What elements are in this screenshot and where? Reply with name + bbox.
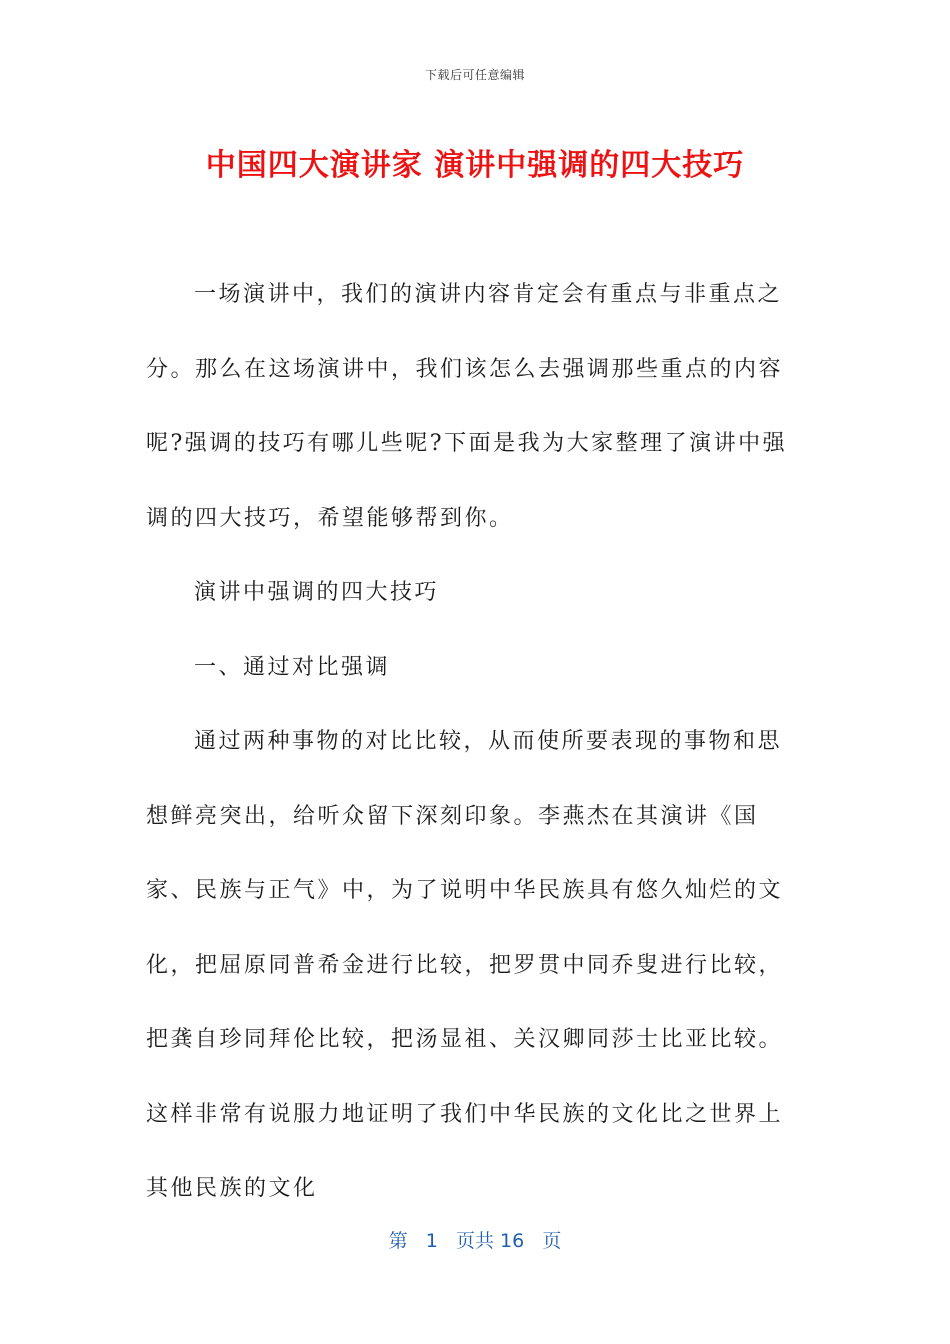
document-body bbox=[146, 258, 806, 1227]
paragraph-intro: 一场演讲中，我们的演讲内容肯定会有重点与非重点之分。那么在这场演讲中，我们该怎么去强调那些重点的内容呢?强调的技巧有哪儿些呢?下面是我为大家整理了演讲中强调的四大技巧，希望能够帮到你。 bbox=[146, 282, 788, 531]
paragraph-subheading-1: 一、通过对比强调 bbox=[194, 654, 391, 680]
paragraph-section-heading: 演讲中强调的四大技巧 bbox=[194, 580, 440, 605]
document-title: 中国四大演讲家 演讲中强调的四大技巧 bbox=[205, 148, 745, 183]
footer-prefix: 第 bbox=[388, 1230, 408, 1252]
header-note: 下载后可任意编辑 bbox=[424, 68, 525, 82]
footer-suffix: 页 bbox=[542, 1230, 562, 1252]
footer-middle: 页共 bbox=[455, 1230, 494, 1252]
footer-current-page: 1 bbox=[425, 1230, 438, 1252]
page-footer bbox=[0, 1226, 950, 1253]
paragraph-contrast-body: 通过两种事物的对比比较，从而使所要表现的事物和思想鲜亮突出，给听众留下深刻印象。李燕杰在其演讲《国家、民族与正气》中，为了说明中华民族具有悠久灿烂的文化，把屈原同普希金进行比较，把罗贯中同乔叟进行比较，把龚自珍同拜伦比较，把汤显祖、关汉卿同莎士比亚比较。这样非常有说服力地证明了我们中华民族的文化比之世界上其他民族的文化 bbox=[146, 729, 784, 1201]
footer-total-pages: 16 bbox=[500, 1230, 525, 1252]
